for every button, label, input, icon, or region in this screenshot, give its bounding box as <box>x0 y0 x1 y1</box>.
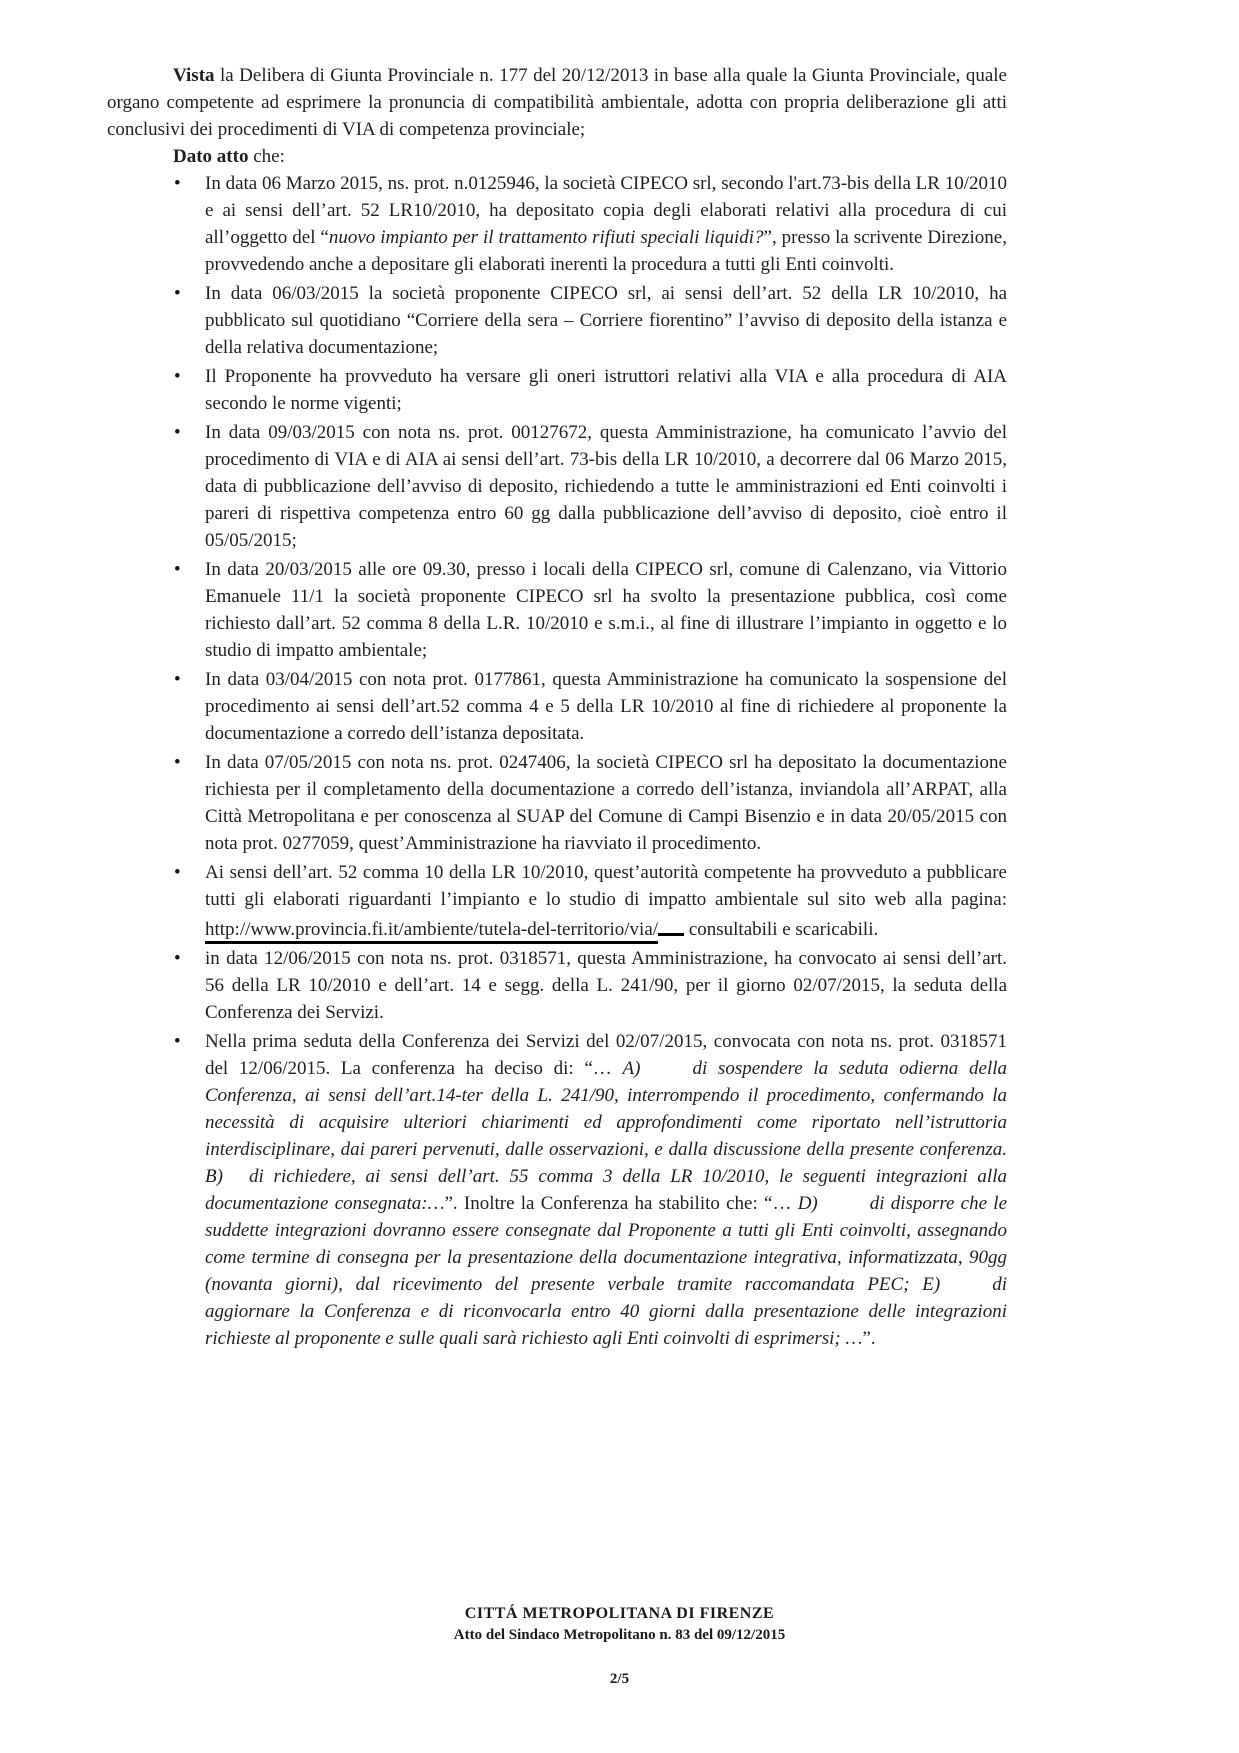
text-run: la Delibera di Giunta Provinciale n. 177 del 20/12/2013 in base alla quale la Giunta Provinciale, quale organo competente ad esprimere la pronuncia di compatibilità ambientale, adotta con propria deliberazione gli atti conclusivi dei procedimenti di VIA di competenza provinciale; <box>107 65 1007 140</box>
text-run: In data 09/03/2015 con nota ns. prot. 00127672, questa Amministrazione, ha comunicato l’avvio del procedimento di VIA e di AIA ai sensi dell’art. 73-bis della LR 10/2010, a decorrere dal 06 Marzo 2015, data di pubblicazione dell’avviso di deposito, richiedendo a tutte le amministrazioni ed Enti coinvolti i pareri di rispettiva competenza entro 60 gg dalla pubblicazione dell’avviso di deposito, cioè entro il 05/05/2015; <box>205 422 1007 551</box>
footer-act-reference: Atto del Sindaco Metropolitano n. 83 del 09/12/2015 <box>453 1627 786 1643</box>
text-run: ”. <box>862 1327 876 1349</box>
text-run: Vista <box>173 65 215 86</box>
paragraph <box>107 62 1007 143</box>
bullet-list <box>107 170 1007 1352</box>
text-run: di richiedere, ai sensi dell’art. 55 comma 3 della LR 10/2010, le seguenti integrazioni alla documentazione consegnata:… <box>205 1165 1007 1214</box>
list-item <box>205 945 1007 1026</box>
page-number: 2/5 <box>609 1671 630 1687</box>
page-footer <box>0 1603 1239 1645</box>
text-run: In data 06/03/2015 la società proponente CIPECO srl, ai sensi dell’art. 52 della LR 10/2010, ha pubblicato sul quotidiano “Corriere della sera – Corriere fiorentino” l’avviso di deposito della istanza e della relativa documentazione; <box>205 283 1007 358</box>
provincia-link[interactable]: http://www.provincia.fi.it/ambiente/tutela-del-territorio/via/ <box>205 919 658 944</box>
text-run: in data 12/06/2015 con nota ns. prot. 0318571, questa Amministrazione, ha convocato ai sensi dell’art. 56 della LR 10/2010 e dell’art. 14 e segg. della L. 241/90, per il giorno 02/07/2015, la seduta della Conferenza dei Servizi. <box>205 947 1007 1023</box>
link-underline-tail <box>658 913 684 936</box>
list-item <box>205 419 1007 554</box>
text-run: In data 03/04/2015 con nota prot. 0177861, questa Amministrazione ha comunicato la sospensione del procedimento ai sensi dell’art.52 comma 4 e 5 della LR 10/2010 al fine di richiedere al proponente la documentazione a corredo dell’istanza depositata. <box>205 669 1007 744</box>
text-run: In data 20/03/2015 alle ore 09.30, presso i locali della CIPECO srl, comune di Calenzano, via Vittorio Emanuele 11/1 la società proponente CIPECO srl ha svolto la presentazione pubblica, così come richiesto dall’art. 52 comma 8 della L.R. 10/2010 e s.m.i., al fine di illustrare l’impianto in oggetto e lo studio di impatto ambientale; <box>205 559 1007 661</box>
text-run: In data 06 Marzo 2015, ns. prot. n.0125946, la società CIPECO srl, secondo l'art.73-bis della LR 10/2010 e ai sensi dell’art. 52 LR10/2010, ha depositato copia degli elaborati relativi alla procedura di cui all’oggetto del “ <box>205 173 1007 248</box>
list-item <box>205 280 1007 361</box>
text-run: Il Proponente ha provveduto ha versare gli oneri istruttori relativi alla VIA e alla procedura di AIA secondo le norme vigenti; <box>205 366 1007 414</box>
text-run: ”. Inoltre la Conferenza ha stabilito che: “… <box>444 1192 798 1214</box>
list-item <box>205 170 1007 278</box>
footer-org-name: CITTÁ METROPOLITANA DI FIRENZE <box>464 1605 775 1622</box>
list-item <box>205 1028 1007 1352</box>
text-run: ”, presso la scrivente Direzione, provvedendo anche a depositare gli elaborati inerenti la procedura a tutti gli Enti coinvolti. <box>205 227 1007 275</box>
text-run: di sospendere la seduta odierna della Conferenza, ai sensi dell’art.14-ter della L. 241/90, interrompendo il procedimento, confermando la necessità di acquisire ulteriori chiarimenti ed approfondimenti come riportato nell’istruttoria interdisciplinare, dai pareri pervenuti, dalle osservazioni, e dalla discussione della presente conferenza. B) <box>205 1057 1008 1187</box>
text-run: D) <box>797 1192 818 1214</box>
list-item <box>205 666 1007 747</box>
text-run: A) <box>622 1057 641 1079</box>
text-run: Ai sensi dell’art. 52 comma 10 della LR 10/2010, quest’autorità competente ha provveduto a pubblicare tutti gli elaborati riguardanti l’impianto e lo studio di impatto ambientale sul sito web alla pagina: <box>205 862 1007 910</box>
text-run: consultabili e scaricabili. <box>684 918 879 940</box>
text-run: che: <box>248 146 285 167</box>
text-run: di disporre che le suddette integrazioni dovranno essere consegnate dal Proponente a tutti gli Enti coinvolti, assegnando come termine di consegna per la presentazione della documentazione integrativa, informatizzata, 90gg (novanta giorni), dal ricevimento del presente verbale tramite raccomandata PEC; E) <box>205 1192 1007 1295</box>
document-body <box>107 62 1007 1354</box>
list-item <box>205 363 1007 417</box>
text-run: Dato atto <box>173 146 249 167</box>
paragraph <box>107 143 1007 170</box>
list-item <box>205 749 1007 857</box>
list-item <box>205 556 1007 664</box>
text-run: di aggiornare la Conferenza e di riconvocarla entro 40 giorni dalla presentazione delle integrazioni richieste al proponente e sulle quali sarà richiesto agli Enti coinvolti di esprimersi; … <box>205 1273 1007 1349</box>
text-run: Nella prima seduta della Conferenza dei Servizi del 02/07/2015, convocata con nota ns. prot. 0318571 del 12/06/2015. La conferenza ha deciso di: “… <box>205 1030 1007 1079</box>
list-item <box>205 859 1007 943</box>
text-run: nuovo impianto per il trattamento rifiuti speciali liquidi? <box>328 227 764 248</box>
text-run: In data 07/05/2015 con nota ns. prot. 0247406, la società CIPECO srl ha depositato la documentazione richiesta per il completamento della documentazione a corredo dell’istanza, inviandola all’ARPAT, alla Città Metropolitana e per conoscenza al SUAP del Comune di Campi Bisenzio e in data 20/05/2015 con nota prot. 0277059, quest’Amministrazione ha riavviato il procedimento. <box>205 752 1007 854</box>
